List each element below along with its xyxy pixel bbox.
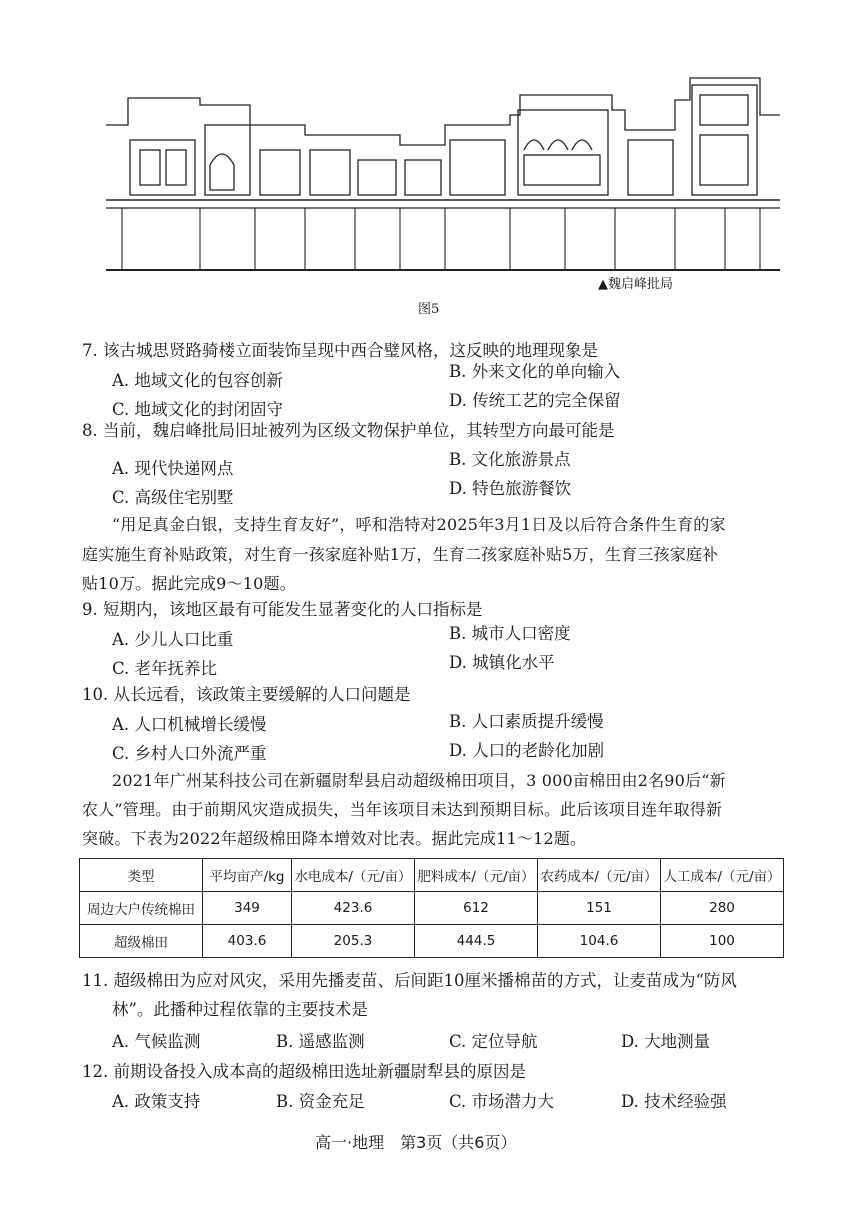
table-cell: 151 <box>538 892 661 925</box>
question-10-stem: 10. 从长远看，该政策主要缓解的人口问题是 <box>82 685 411 704</box>
q7-option-a[interactable]: A. 地域文化的包容创新 <box>112 371 283 390</box>
question-11-stem-cont: 林”。此播种过程依靠的主要技术是 <box>112 1000 368 1019</box>
q12-option-a[interactable]: A. 政策支持 <box>112 1092 201 1111</box>
table-cell: 423.6 <box>292 892 415 925</box>
table-cell: 100 <box>661 925 784 958</box>
building-label: ▲魏启峰批局 <box>598 277 673 292</box>
figure-5 <box>100 70 780 278</box>
q9-option-c[interactable]: C. 老年抚养比 <box>112 659 218 678</box>
q8-option-c[interactable]: C. 高级住宅别墅 <box>112 488 234 507</box>
table-cell: 444.5 <box>415 925 538 958</box>
passage-1-line-3: 贴10万。据此完成9～10题。 <box>82 574 296 593</box>
table-header-cell: 肥料成本/（元/亩） <box>415 859 538 892</box>
arcade-buildings-drawing <box>100 70 780 278</box>
table-header-cell: 农药成本/（元/亩） <box>538 859 661 892</box>
q10-option-a[interactable]: A. 人口机械增长缓慢 <box>112 715 267 734</box>
figure-caption: 图5 <box>418 302 440 317</box>
table-cell: 205.3 <box>292 925 415 958</box>
table-header-cell: 人工成本/（元/亩） <box>661 859 784 892</box>
question-12-stem: 12. 前期设备投入成本高的超级棉田选址新疆尉犁县的原因是 <box>82 1062 526 1081</box>
q11-option-a[interactable]: A. 气候监测 <box>112 1032 201 1051</box>
q7-option-c[interactable]: C. 地域文化的封闭固守 <box>112 400 284 419</box>
q9-option-a[interactable]: A. 少儿人口比重 <box>112 630 234 649</box>
table-row <box>80 892 784 925</box>
table-cell: 403.6 <box>203 925 292 958</box>
q12-option-b[interactable]: B. 资金充足 <box>276 1092 365 1111</box>
passage-2-line-3: 突破。下表为2022年超级棉田降本增效对比表。据此完成11～12题。 <box>82 829 587 848</box>
question-8-stem: 8. 当前，魏启峰批局旧址被列为区级文物保护单位，其转型方向最可能是 <box>82 421 615 440</box>
q11-option-c[interactable]: C. 定位导航 <box>449 1032 538 1051</box>
question-7-stem: 7. 该古城思贤路骑楼立面装饰呈现中西合璧风格，这反映的地理现象是 <box>82 341 598 360</box>
page-footer: 高一·地理 第3页（共6页） <box>315 1133 517 1152</box>
q8-option-b[interactable]: B. 文化旅游景点 <box>449 450 571 469</box>
q10-option-b[interactable]: B. 人口素质提升缓慢 <box>449 712 604 731</box>
q8-option-d[interactable]: D. 特色旅游餐饮 <box>449 479 572 498</box>
table-header-row <box>80 859 784 892</box>
q7-option-b[interactable]: B. 外来文化的单向输入 <box>449 362 621 381</box>
q10-option-c[interactable]: C. 乡村人口外流严重 <box>112 744 267 763</box>
table-cell: 周边大户传统棉田 <box>80 892 203 925</box>
passage-2-line-2: 农人”管理。由于前期风灾造成损失，当年该项目未达到预期目标。此后该项目连年取得新 <box>82 800 723 819</box>
q8-option-a[interactable]: A. 现代快递网点 <box>112 459 234 478</box>
table-cell: 612 <box>415 892 538 925</box>
cost-comparison-table <box>79 858 784 958</box>
passage-1-line-2: 庭实施生育补贴政策，对生育一孩家庭补贴1万，生育二孩家庭补贴5万，生育三孩家庭补 <box>82 545 719 564</box>
passage-1-line-1: “用足真金白银，支持生育友好”，呼和浩特对2025年3月1日及以后符合条件生育的家 <box>112 515 726 534</box>
table-cell: 超级棉田 <box>80 925 203 958</box>
table-header-cell: 类型 <box>80 859 203 892</box>
table-header-cell: 水电成本/（元/亩） <box>292 859 415 892</box>
q11-option-d[interactable]: D. 大地测量 <box>621 1032 711 1051</box>
q12-option-d[interactable]: D. 技术经验强 <box>621 1092 727 1111</box>
q9-option-d[interactable]: D. 城镇化水平 <box>449 653 555 672</box>
passage-2-line-1: 2021年广州某科技公司在新疆尉犁县启动超级棉田项目，3 000亩棉田由2名90后“新 <box>112 771 726 790</box>
q10-option-d[interactable]: D. 人口的老龄化加剧 <box>449 741 605 760</box>
table-header-cell: 平均亩产/kg <box>203 859 292 892</box>
table-cell: 349 <box>203 892 292 925</box>
table-row <box>80 925 784 958</box>
table-cell: 280 <box>661 892 784 925</box>
table-cell: 104.6 <box>538 925 661 958</box>
q11-option-b[interactable]: B. 遥感监测 <box>276 1032 365 1051</box>
question-11-stem: 11. 超级棉田为应对风灾，采用先播麦苗、后间距10厘米播棉苗的方式，让麦苗成为“防风 <box>82 971 737 990</box>
q12-option-c[interactable]: C. 市场潜力大 <box>449 1092 555 1111</box>
question-9-stem: 9. 短期内，该地区最有可能发生显著变化的人口指标是 <box>82 600 483 619</box>
q7-option-d[interactable]: D. 传统工艺的完全保留 <box>449 391 621 410</box>
q9-option-b[interactable]: B. 城市人口密度 <box>449 624 571 643</box>
